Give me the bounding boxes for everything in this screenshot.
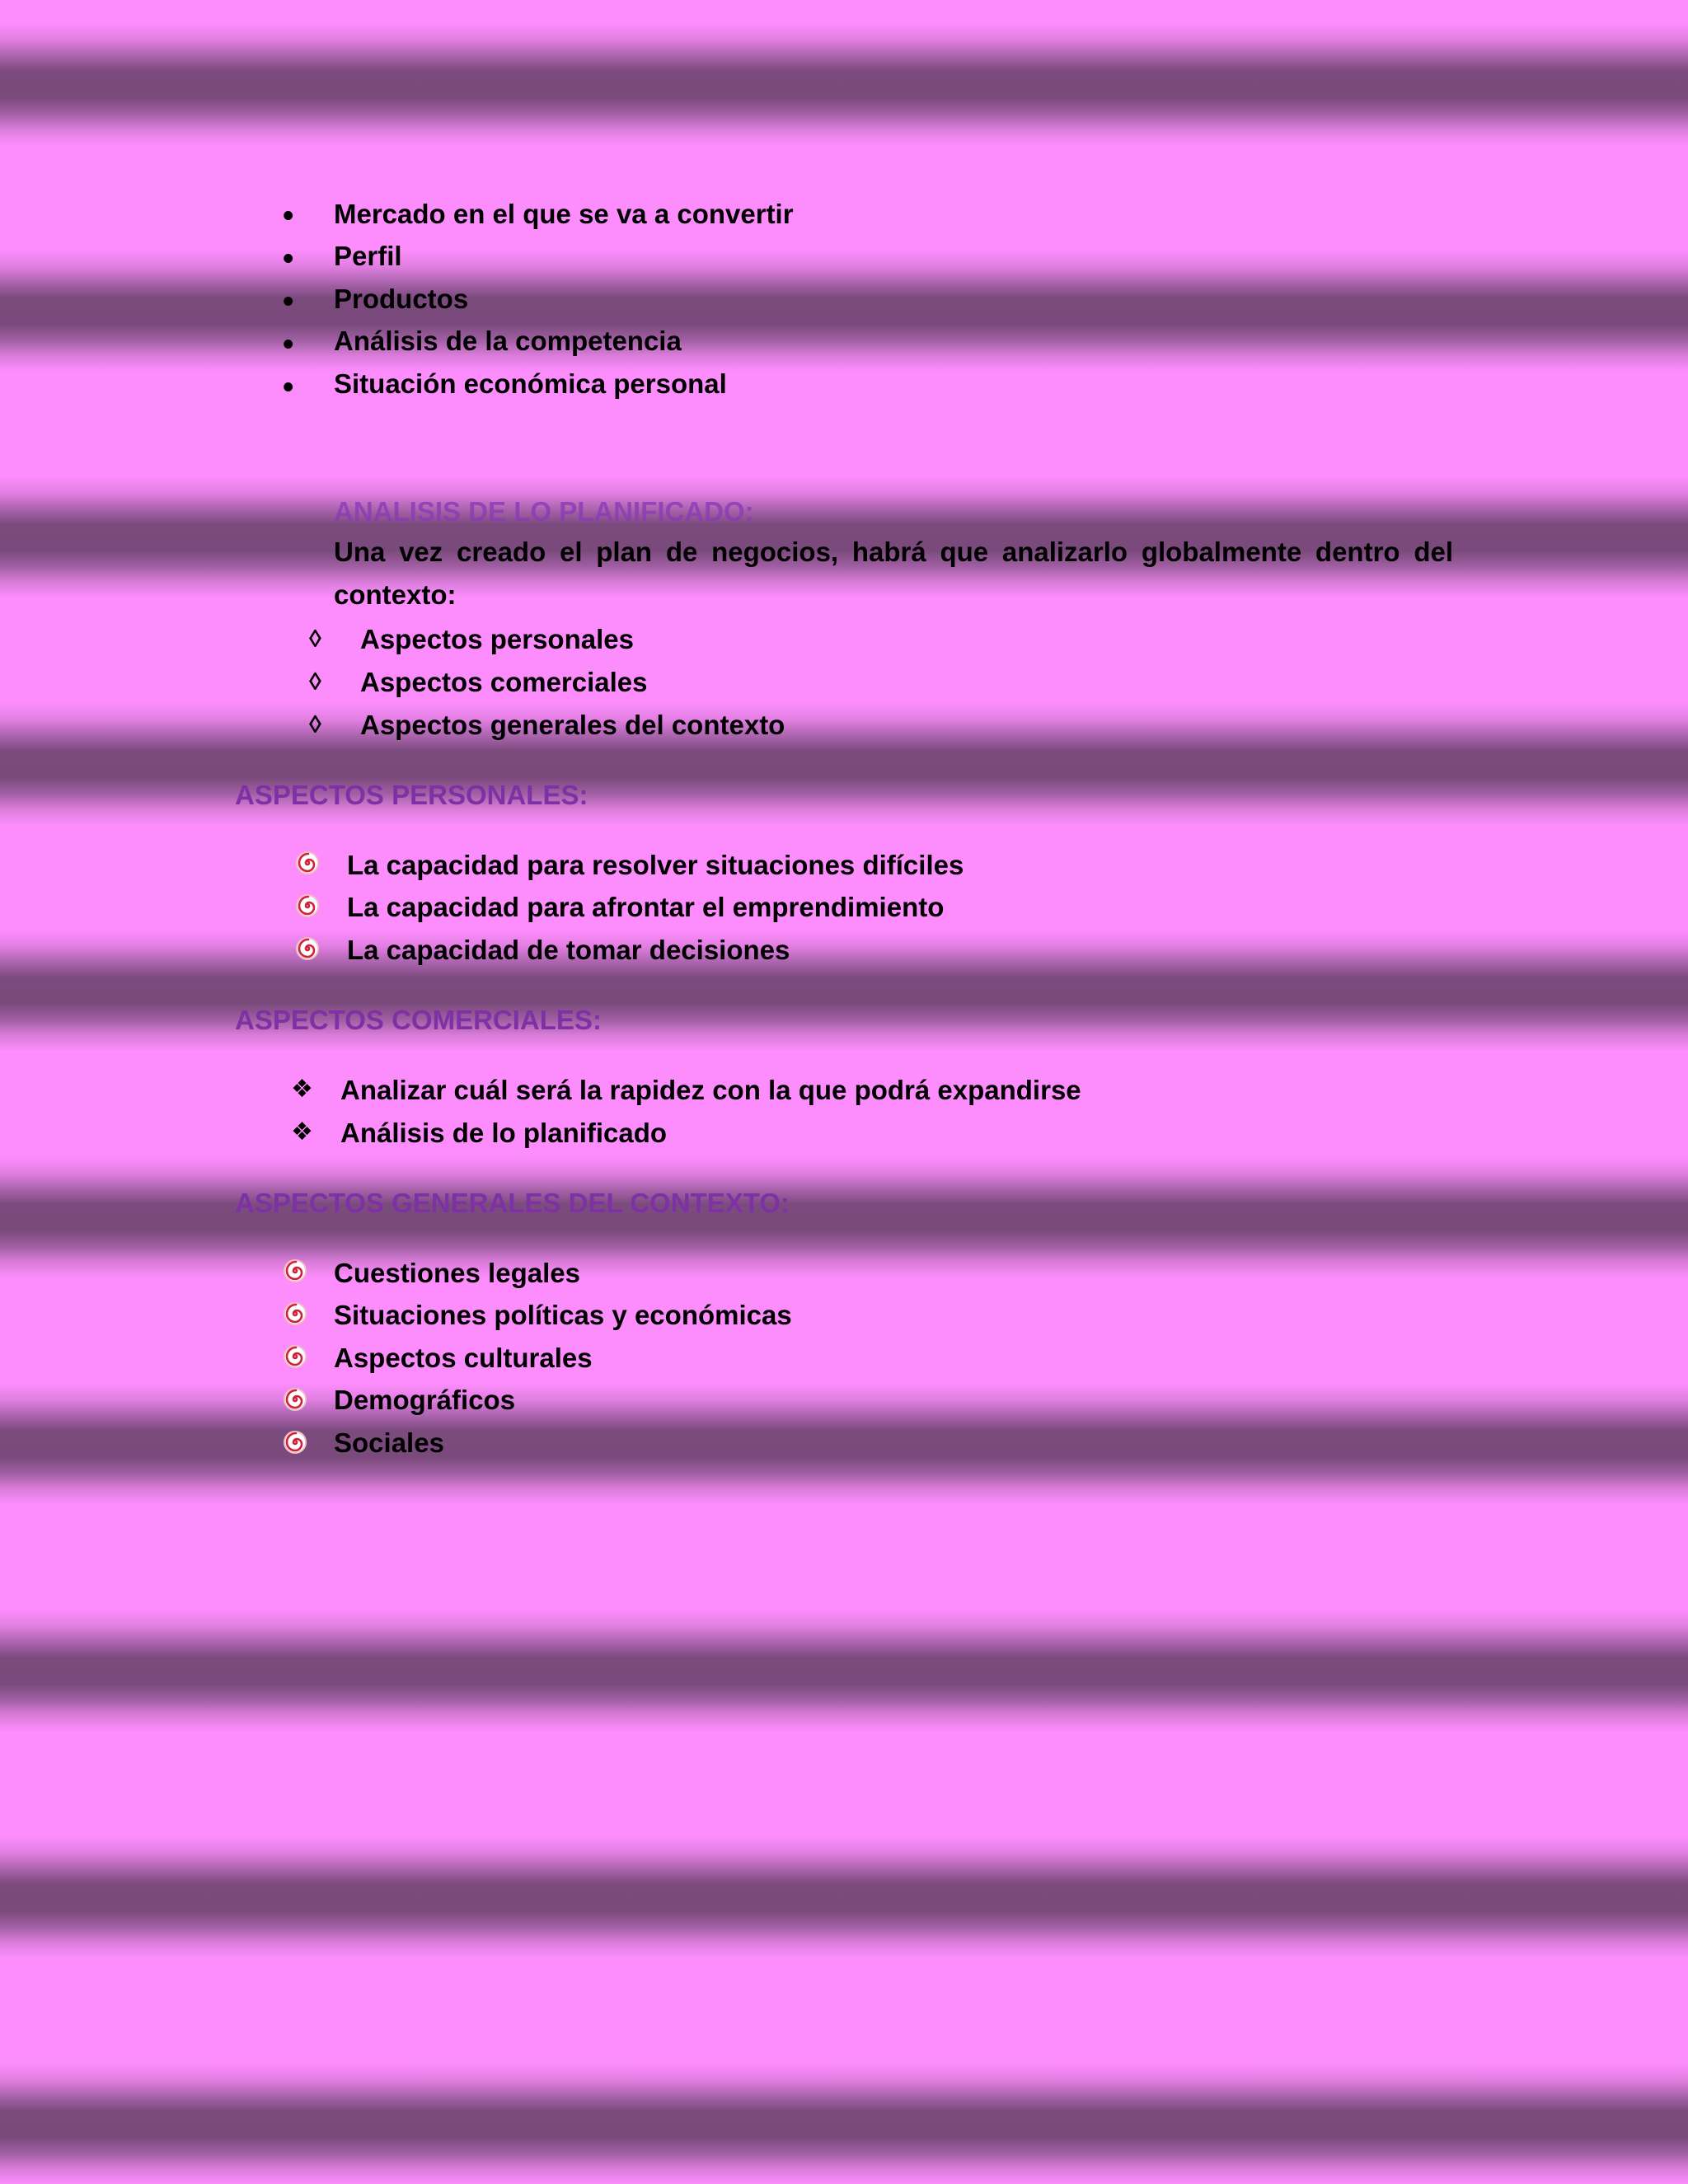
- section-heading: ASPECTOS PERSONALES:: [235, 780, 588, 810]
- bullet-dot-icon: •: [283, 284, 294, 319]
- spiral-bullet-icon: [283, 1387, 307, 1412]
- analysis-paragraph: Una vez creado el plan de negocios, habrá que analizarlo globalmente dentro del contexto:: [334, 537, 1453, 610]
- list-item: Análisis de la competencia: [334, 326, 682, 356]
- diamond-icon: ◊: [309, 668, 321, 696]
- bullet-dot-icon: •: [283, 241, 294, 276]
- section-heading: ASPECTOS GENERALES DEL CONTEXTO:: [235, 1188, 790, 1218]
- four-diamond-icon: ❖: [291, 1076, 313, 1103]
- list-item: Situación económica personal: [334, 368, 727, 399]
- list-item: Sociales: [334, 1427, 444, 1458]
- spiral-bullet-icon: [283, 1430, 307, 1455]
- list-item: Perfil: [334, 241, 402, 271]
- bullet-dot-icon: •: [283, 327, 294, 362]
- bullet-dot-icon: •: [283, 370, 294, 405]
- section-heading: ASPECTOS COMERCIALES:: [235, 1005, 602, 1035]
- spiral-bullet-icon: [283, 1301, 307, 1326]
- list-item: Demográficos: [334, 1385, 516, 1415]
- list-item: Aspectos personales: [360, 624, 634, 654]
- list-item: Análisis de lo planificado: [340, 1118, 668, 1148]
- list-item: Analizar cuál será la rapidez con la que podrá expandirse: [340, 1075, 1081, 1105]
- spiral-bullet-icon: [283, 1258, 307, 1283]
- spiral-bullet-icon: [283, 1344, 307, 1369]
- list-item: La capacidad de tomar decisiones: [347, 935, 790, 965]
- diamond-icon: ◊: [309, 626, 321, 653]
- list-item: Aspectos culturales: [334, 1343, 593, 1373]
- bullet-dot-icon: •: [283, 199, 294, 233]
- list-item: Situaciones políticas y económicas: [334, 1300, 792, 1330]
- section-heading: ANALISIS DE LO PLANIFICADO:: [334, 496, 754, 527]
- diamond-icon: ◊: [309, 711, 321, 738]
- spiral-bullet-icon: [295, 936, 320, 961]
- list-item: Aspectos comerciales: [360, 667, 648, 697]
- list-item: La capacidad para resolver situaciones difíciles: [347, 850, 964, 880]
- list-item: Cuestiones legales: [334, 1258, 580, 1288]
- list-item: La capacidad para afrontar el emprendimiento: [347, 892, 945, 922]
- list-item: Aspectos generales del contexto: [360, 710, 785, 740]
- four-diamond-icon: ❖: [291, 1118, 313, 1146]
- spiral-bullet-icon: [295, 851, 320, 875]
- list-item: Productos: [334, 284, 469, 314]
- spiral-bullet-icon: [295, 893, 320, 918]
- list-item: Mercado en el que se va a convertir: [334, 199, 794, 229]
